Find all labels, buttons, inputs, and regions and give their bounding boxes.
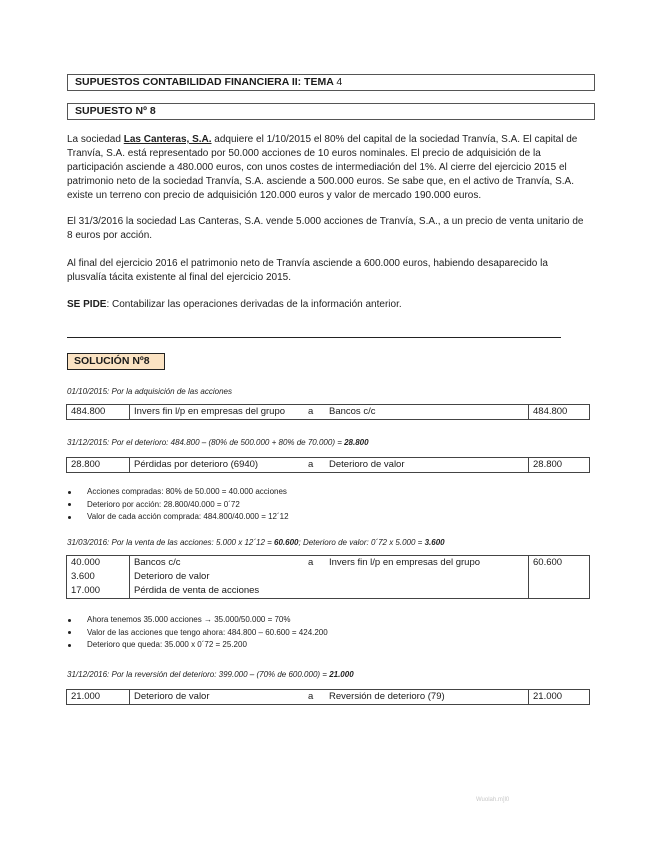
debit-amount: 40.000 xyxy=(71,557,101,568)
debit-amount: 3.600 xyxy=(71,571,95,582)
debit-account: Deterioro de valor xyxy=(134,691,210,702)
credit-account: Reversión de deterioro (79) xyxy=(329,691,445,702)
journal-entry-2 xyxy=(66,457,590,473)
task-label: SE PIDE xyxy=(67,299,107,310)
title-text: SUPUESTOS CONTABILIDAD FINANCIERA II: TEMA xyxy=(75,76,334,88)
debit-account: Deterioro de valor xyxy=(134,571,210,582)
entry-accounts xyxy=(130,556,529,599)
credit-account: Invers fin l/p en empresas del grupo xyxy=(329,557,481,568)
tema-number: 4 xyxy=(336,76,343,88)
journal-entry-1 xyxy=(66,404,590,420)
list-item: Valor de cada acción comprada: 484.800/40.000 = 12´12 xyxy=(67,511,289,524)
credit-amount: 28.800 xyxy=(529,458,590,473)
task-text: : Contabilizar las operaciones derivadas de la información anterior. xyxy=(106,299,402,310)
entry-3-caption xyxy=(67,538,445,548)
company-name: Las Canteras, S.A. xyxy=(123,134,212,145)
entry-4-caption xyxy=(67,670,354,680)
supuesto-heading: SUPUESTO Nº 8 xyxy=(67,103,595,120)
entry-accounts xyxy=(130,690,529,705)
debit-amount: 28.800 xyxy=(67,458,130,473)
table-row xyxy=(67,690,590,705)
table-row xyxy=(67,556,590,599)
table-row xyxy=(67,405,590,420)
statement-paragraph-1 xyxy=(67,133,587,203)
caption-result-1: 60.600 xyxy=(274,538,299,547)
entry-2-caption xyxy=(67,438,369,448)
list-item: Acciones compradas: 80% de 50.000 = 40.000 acciones xyxy=(67,486,289,499)
debit-account: Pérdidas por deterioro (6940) xyxy=(134,459,259,470)
debit-amounts xyxy=(67,556,130,599)
document-title xyxy=(67,74,595,91)
caption-text-2: ; Deterioro de valor: 0´72 x 5.000 = xyxy=(298,538,425,547)
credit-amount: 60.600 xyxy=(529,556,590,599)
a-separator: a xyxy=(308,557,314,568)
list-item: Deterioro por acción: 28.800/40.000 = 0´72 xyxy=(67,499,289,512)
a-separator: a xyxy=(308,691,314,702)
table-row xyxy=(67,458,590,473)
debit-amount: 484.800 xyxy=(67,405,130,420)
bullet-list-1 xyxy=(67,486,289,524)
p1-intro: La sociedad xyxy=(67,134,124,145)
watermark: Wuolah.m]l0 xyxy=(476,797,510,803)
credit-account: Bancos c/c xyxy=(329,406,376,417)
a-separator: a xyxy=(308,459,314,470)
list-item: Deterioro que queda: 35.000 x 0´72 = 25.200 xyxy=(67,639,328,652)
credit-account: Deterioro de valor xyxy=(329,459,405,470)
entry-accounts xyxy=(130,458,529,473)
statement-paragraph-2: El 31/3/2016 la sociedad Las Canteras, S.A. vende 5.000 acciones de Tranvía, S.A., a un precio de venta unitario de 8 euros por acción. xyxy=(67,216,584,241)
debit-amount: 17.000 xyxy=(71,585,101,596)
p1-body: adquiere el 1/10/2015 el 80% del capital de la sociedad Tranvía, S.A. El capital de Tranvía, S.A. está representado por 50.000 acciones de 10 euros nominales. El precio de adquisición de la participación asciende a 480.000 euros, con unos costes de intermediación del 1%. Al cierre del ejercicio 2015 el patrimonio neto de la sociedad Tranvía, S.A. asciende a 500.000 euros. Se sabe que, en el activo de Tranvía, S.A. existe un terreno con precio de adquisición 120.000 euros y valor de mercado 190.000 euros. xyxy=(67,134,578,201)
list-item: Valor de las acciones que tengo ahora: 484.800 – 60.600 = 424.200 xyxy=(67,627,328,640)
debit-amount: 21.000 xyxy=(67,690,130,705)
caption-text: 31/03/2016: Por la venta de las acciones: 5.000 x 12´12 = xyxy=(67,538,275,547)
a-separator: a xyxy=(308,406,314,417)
statement-paragraph-3: Al final del ejercicio 2016 el patrimonio neto de Tranvía asciende a 600.000 euros, habiendo desaparecido la plusvalía tácita existente al final del ejercicio 2015. xyxy=(67,258,548,283)
debit-account: Bancos c/c xyxy=(134,557,181,568)
caption-text: 31/12/2016: Por la reversión del deterioro: 399.000 – (70% de 600.000) = xyxy=(67,670,330,679)
debit-account: Pérdida de venta de acciones xyxy=(134,585,260,596)
credit-amount: 484.800 xyxy=(529,405,590,420)
journal-entry-4 xyxy=(66,689,590,705)
caption-text: 31/12/2015: Por el deterioro: 484.800 – (80% de 500.000 + 80% de 70.000) = xyxy=(67,438,345,447)
caption-result: 28.800 xyxy=(344,438,369,447)
caption-result-2: 3.600 xyxy=(424,538,445,547)
section-divider xyxy=(67,337,561,338)
bullet-list-2 xyxy=(67,614,328,652)
solution-heading: SOLUCIÓN Nº8 xyxy=(67,353,165,370)
list-item: Ahora tenemos 35.000 acciones → 35.000/50.000 = 70% xyxy=(67,614,328,627)
credit-amount: 21.000 xyxy=(529,690,590,705)
entry-1-caption: 01/10/2015: Por la adquisición de las acciones xyxy=(67,387,232,396)
entry-accounts xyxy=(130,405,529,420)
debit-account: Invers fin l/p en empresas del grupo xyxy=(134,406,286,417)
caption-result: 21.000 xyxy=(329,670,354,679)
task-statement xyxy=(67,298,587,312)
journal-entry-3 xyxy=(66,555,590,599)
